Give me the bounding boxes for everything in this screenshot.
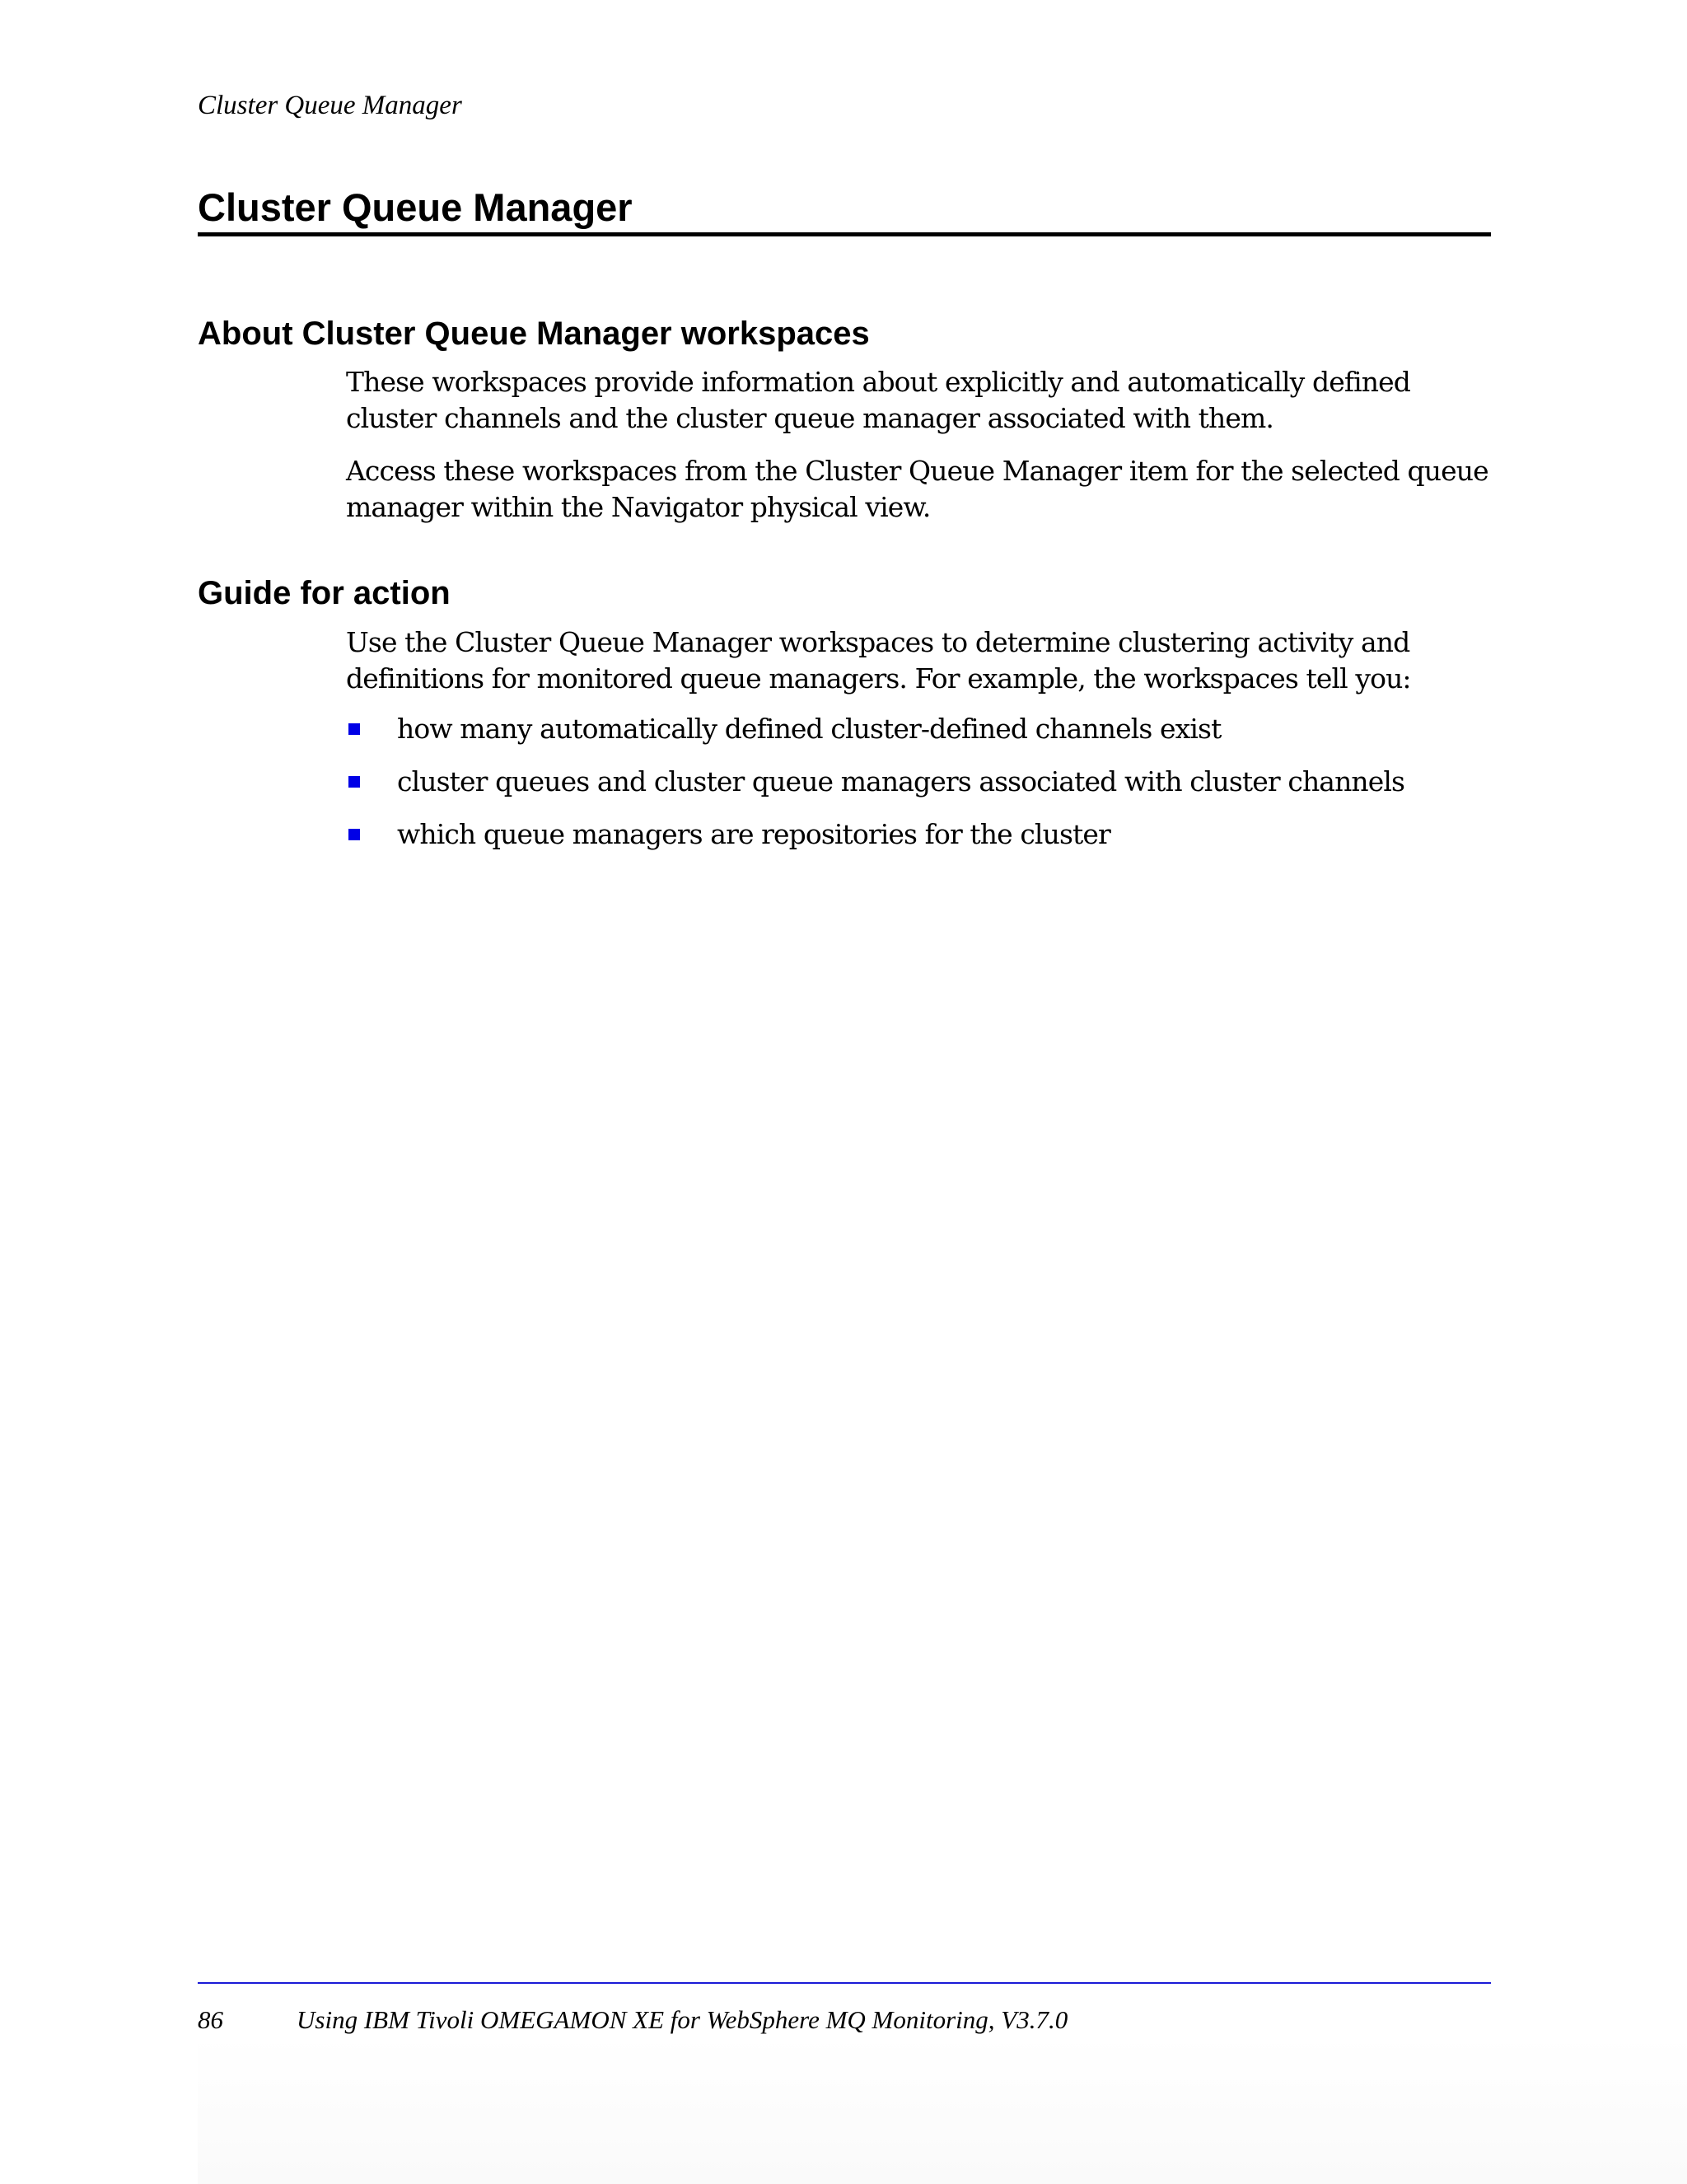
bullet-text: cluster queues and cluster queue managers associated with cluster channels xyxy=(397,765,1405,797)
running-header: Cluster Queue Manager xyxy=(198,91,462,120)
page-title: Cluster Queue Manager xyxy=(198,185,633,229)
footer-book-title: Using IBM Tivoli OMEGAMON XE for WebSphere MQ Monitoring, V3.7.0 xyxy=(297,2005,1068,2034)
page-number: 86 xyxy=(198,2005,223,2034)
title-rule xyxy=(198,232,1491,236)
bullet-text: which queue managers are repositories for the cluster xyxy=(397,818,1110,850)
list-item xyxy=(346,764,1499,816)
section-heading-guide: Guide for action xyxy=(198,575,451,611)
about-paragraph-1: These workspaces provide information about explicitly and automatically defined cluster channels and the cluster queue manager associated with them. xyxy=(346,366,1411,434)
guide-bullet-list xyxy=(346,711,1499,869)
square-bullet-icon xyxy=(348,723,360,735)
footer-rule xyxy=(198,1982,1491,1984)
scan-shade xyxy=(198,2035,1687,2184)
square-bullet-icon xyxy=(348,776,360,788)
guide-paragraph: Use the Cluster Queue Manager workspaces to determine clustering activity and definitions for monitored queue managers. For example, the workspaces tell you: xyxy=(346,626,1411,694)
bullet-text: how many automatically defined cluster-defined channels exist xyxy=(397,713,1222,745)
section-heading-about: About Cluster Queue Manager workspaces xyxy=(198,316,870,352)
list-item xyxy=(346,711,1499,764)
list-item xyxy=(346,816,1499,869)
square-bullet-icon xyxy=(348,829,360,840)
about-paragraph-2: Access these workspaces from the Cluster Queue Manager item for the selected queue manager within the Navigator physical view. xyxy=(346,455,1488,523)
